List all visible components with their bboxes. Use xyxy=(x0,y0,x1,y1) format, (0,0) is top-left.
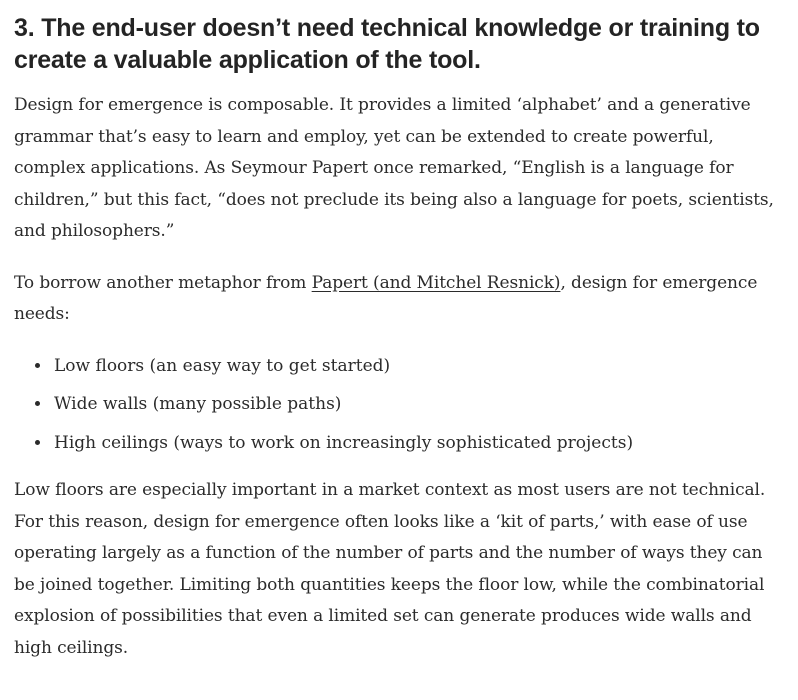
list-item-low-floors: • Low floors (an easy way to get started) xyxy=(52,351,780,383)
paragraph-metaphor-outro: , design for emergence needs: xyxy=(14,272,758,324)
list-item-wide-walls: • Wide walls (many possible paths) xyxy=(52,389,780,421)
list-item-high-ceilings: • High ceilings (ways to work on increasingly sophisticated projects) xyxy=(52,428,780,460)
paragraph-metaphor-intro: To borrow another metaphor from xyxy=(14,272,312,293)
section-heading: 3. The end-user doesn’t need technical knowledge or training to create a valuable application of the tool. xyxy=(14,14,760,74)
needs-list xyxy=(14,351,780,460)
paragraph-metaphor xyxy=(14,268,780,331)
paragraph-low-floors: Low floors are especially important in a market context as most users are not technical. For this reason, design for emergence often looks like a ‘kit of parts,’ with ease of use operating largely as a function of the number of parts and the number of ways they can be joined together. Limiting both quantities keeps the floor low, while the combinatorial explosion of possibilities that even a limited set can generate produces wide walls and high ceilings. xyxy=(14,480,766,658)
papert-resnick-link[interactable]: Papert (and Mitchel Resnick) xyxy=(311,272,561,293)
paragraph-composable: Design for emergence is composable. It provides a limited ‘alphabet’ and a generative grammar that’s easy to learn and employ, yet can be extended to create powerful, complex applications. As Seymour Papert once remarked, “English is a language for children,” but this fact, “does not preclude its being also a language for poets, scientists, and philosophers.” xyxy=(14,95,774,241)
